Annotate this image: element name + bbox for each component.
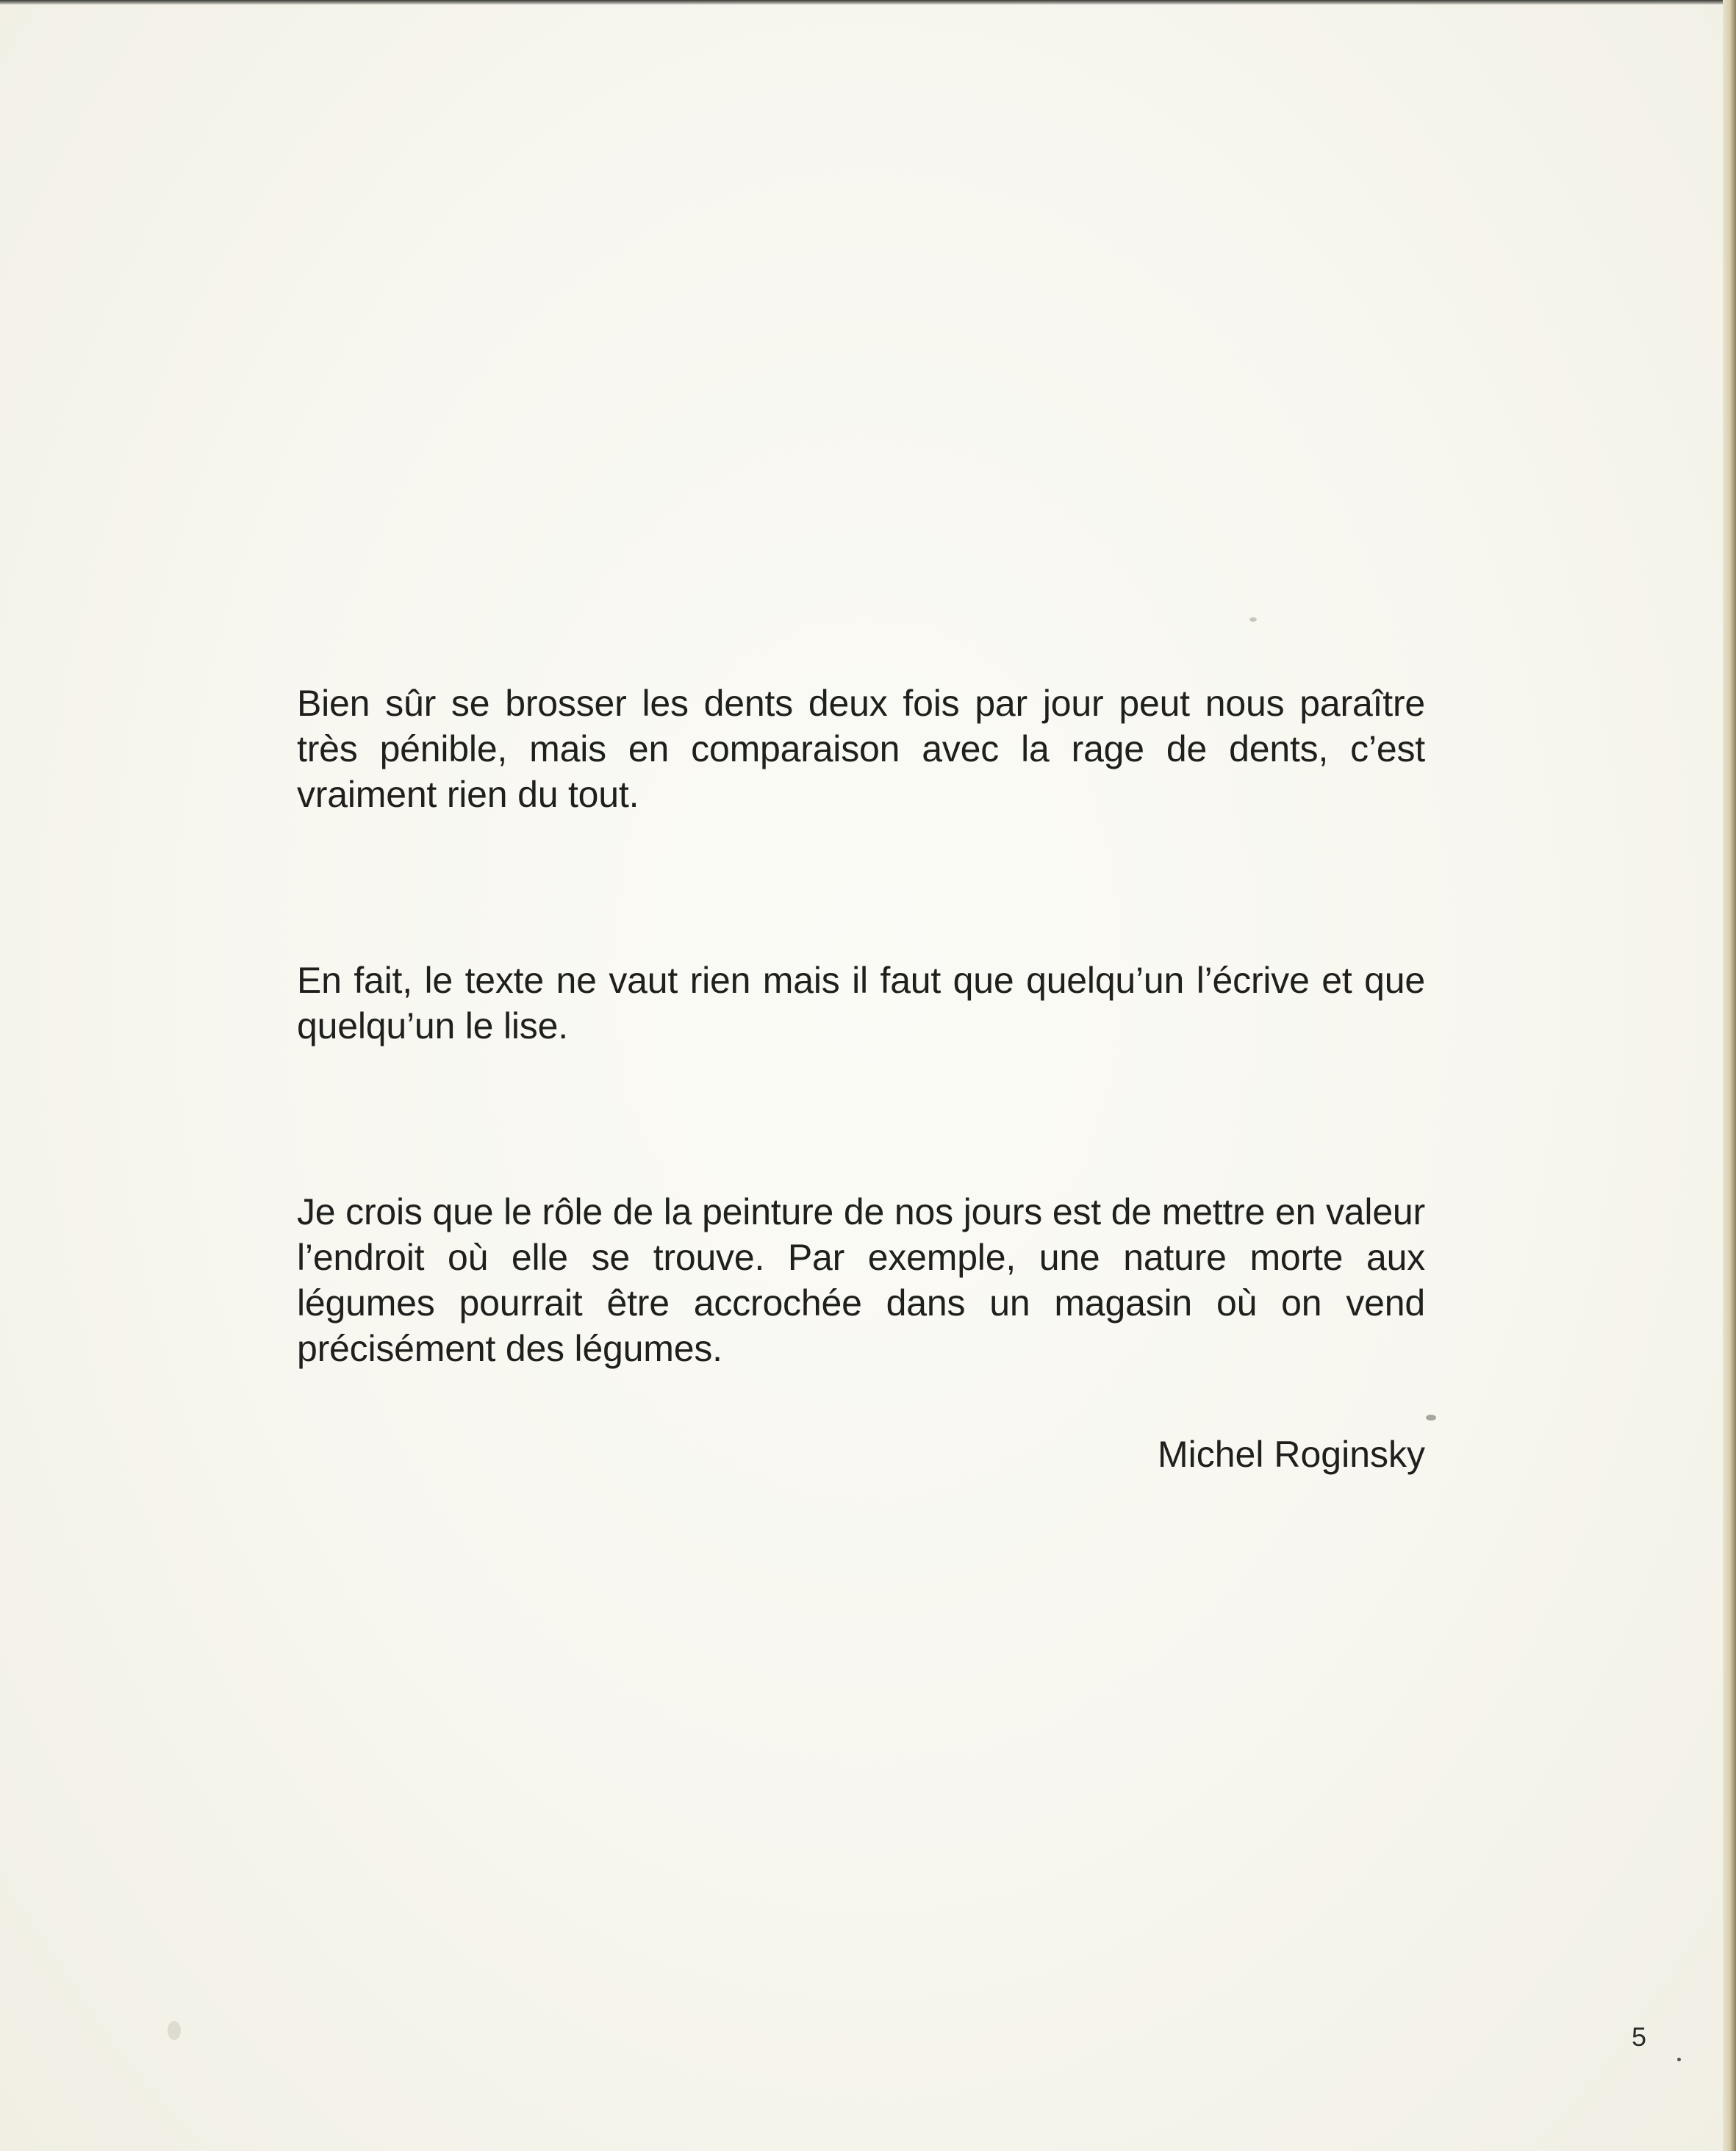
paper-speck: [168, 2021, 181, 2040]
main-text: [297, 681, 1425, 1371]
author-signature: Michel Roginsky: [1157, 1434, 1425, 1475]
paragraph: Bien sûr se brosser les dents deux fois par jour peut nous paraître très pénible, mais en comparaison avec la rage de dents, c’est vraiment rien du tout.: [297, 683, 1425, 815]
paper-speck: [1426, 1415, 1436, 1421]
paragraph: En fait, le texte ne vaut rien mais il faut que quelqu’un l’écrive et que quelqu’un le lise.: [297, 960, 1425, 1046]
page-top-edge: [0, 0, 1736, 4]
page-number: 5: [1632, 2022, 1647, 2052]
paper-speck: [1249, 617, 1257, 622]
page-right-edge: [1723, 0, 1736, 2151]
paper-speck: [1677, 2058, 1681, 2061]
paragraph: Je crois que le rôle de la peinture de nos jours est de mettre en valeur l’endroit où elle se trouve. Par exemple, une nature morte aux légumes pourrait être accrochée dans un magasin où on vend précisément des légumes.: [297, 1191, 1425, 1369]
